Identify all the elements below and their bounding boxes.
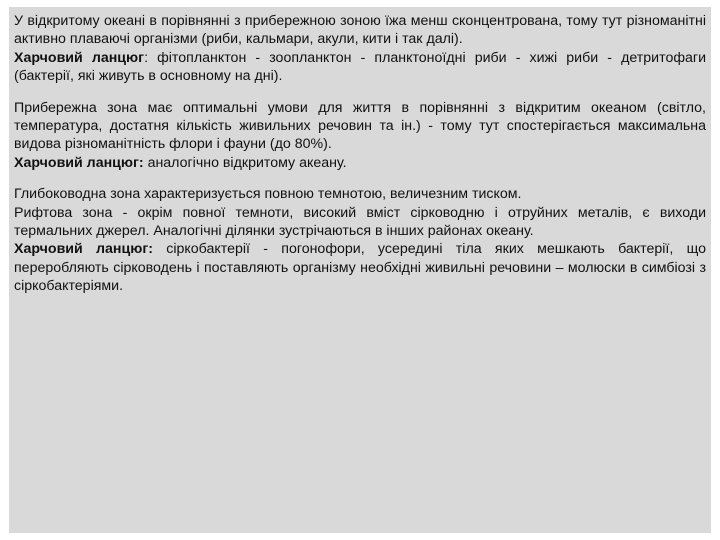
food-chain-text: : фітопланктон - зоопланктон - планктоноїдні риби - хижі риби - детритофаги (бактерії, які живуть в основному на дні). [14,49,706,85]
coastal-zone-text: Прибережна зона має оптимальні умови для життя в порівнянні з відкритим океаном (світло, температура, достатня кількість живильних речовин та ін.) - тому тут спостерігається максимальна видова різноманітність флори і фауни (до 80%). [14,99,706,153]
deep-zone-text: Глибоководна зона характеризується повною темнотою, величезним тиском. [14,186,522,203]
open-ocean-text: У відкритому океані в порівнянні з прибережною зоною їжа менш сконцентрована, тому тут різноманітні активно плаваючі організми (риби, кальмари, акули, кити і так далі). [14,13,706,48]
paragraph-gap [14,172,706,185]
text-panel [9,7,711,533]
deep-zone-food-chain [14,240,706,295]
rift-zone-text: Рифтова зона - окрім повної темноти, високий вміст сірководню і отруйних металів, є виходи термальних джерел. Аналогічні ділянки зустрічаються в інших районах океану. [14,204,706,240]
rift-zone-description [14,204,706,241]
coastal-zone-description [14,99,706,154]
deep-zone-description [14,185,706,203]
food-chain-label: Харчовий ланцюг [14,49,145,66]
slide-content [14,12,706,296]
paragraph-gap [14,86,706,99]
coastal-zone-food-chain [14,154,706,172]
food-chain-text: сіркобактерії - погонофори, усередині тіла яких мешкають бактерії, що переробляють сірководень і поставляють організму необхідні живильні речовини – молюски в симбіозі з сіркобактеріями. [14,241,707,295]
open-ocean-food-chain [14,49,706,86]
open-ocean-description [14,12,706,49]
food-chain-label: Харчовий ланцюг: [14,154,144,171]
food-chain-label: Харчовий ланцюг: [14,241,153,258]
food-chain-text: аналогічно відкритому акеану. [143,154,347,171]
